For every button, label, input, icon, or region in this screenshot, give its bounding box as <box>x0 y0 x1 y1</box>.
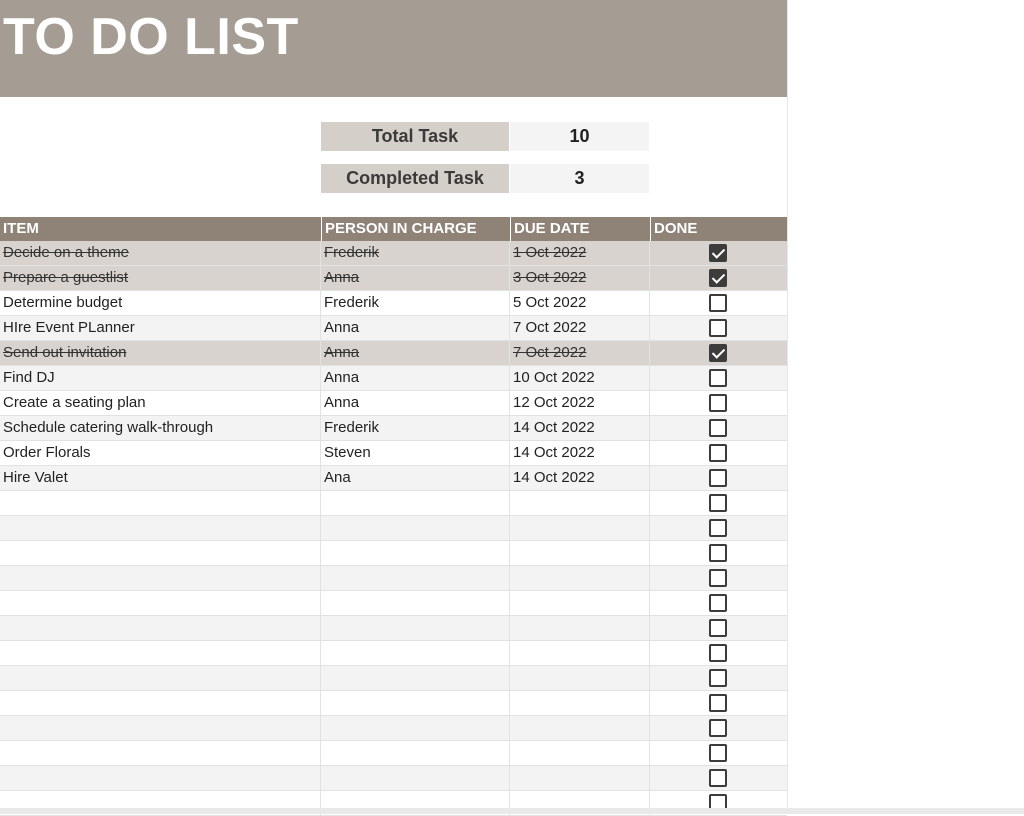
due-date-cell[interactable] <box>510 641 650 665</box>
item-cell[interactable]: Hire Valet <box>0 466 321 490</box>
table-row <box>0 241 787 266</box>
done-checkbox[interactable] <box>709 369 727 387</box>
done-checkbox[interactable] <box>709 419 727 437</box>
bottom-scrollbar[interactable] <box>0 808 1024 814</box>
due-date-cell[interactable] <box>510 741 650 765</box>
item-cell[interactable] <box>0 616 321 640</box>
due-date-cell[interactable]: 14 Oct 2022 <box>510 466 650 490</box>
item-cell[interactable]: Create a seating plan <box>0 391 321 415</box>
item-cell[interactable] <box>0 766 321 790</box>
item-cell[interactable]: Send out invitation <box>0 341 321 365</box>
person-cell[interactable] <box>321 566 510 590</box>
table-row <box>0 266 787 291</box>
due-date-cell[interactable]: 7 Oct 2022 <box>510 341 650 365</box>
item-cell[interactable] <box>0 516 321 540</box>
person-cell[interactable] <box>321 616 510 640</box>
due-date-cell[interactable]: 10 Oct 2022 <box>510 366 650 390</box>
person-cell[interactable]: Steven <box>321 441 510 465</box>
item-cell[interactable] <box>0 491 321 515</box>
table-row <box>0 466 787 491</box>
column-header-done: DONE <box>650 217 787 241</box>
person-cell[interactable] <box>321 691 510 715</box>
table-row <box>0 716 787 741</box>
done-checkbox[interactable] <box>709 694 727 712</box>
due-date-cell[interactable] <box>510 491 650 515</box>
due-date-cell[interactable] <box>510 516 650 540</box>
person-cell[interactable] <box>321 641 510 665</box>
table-row <box>0 691 787 716</box>
done-checkbox[interactable] <box>709 469 727 487</box>
person-cell[interactable]: Anna <box>321 341 510 365</box>
table-row <box>0 316 787 341</box>
person-cell[interactable] <box>321 591 510 615</box>
table-row <box>0 391 787 416</box>
person-cell[interactable]: Anna <box>321 391 510 415</box>
page-title: TO DO LIST <box>3 8 299 66</box>
due-date-cell[interactable] <box>510 691 650 715</box>
table-header <box>0 217 787 241</box>
todo-table <box>0 217 787 816</box>
completed-task-value[interactable]: 3 <box>510 164 649 193</box>
column-header-person: PERSON IN CHARGE <box>321 217 510 241</box>
table-row <box>0 366 787 391</box>
due-date-cell[interactable] <box>510 591 650 615</box>
person-cell[interactable] <box>321 716 510 740</box>
item-cell[interactable] <box>0 641 321 665</box>
table-row <box>0 291 787 316</box>
done-checkbox[interactable] <box>709 569 727 587</box>
column-header-due-date: DUE DATE <box>510 217 650 241</box>
due-date-cell[interactable] <box>510 566 650 590</box>
total-task-label: Total Task <box>321 122 509 151</box>
title-banner <box>0 0 787 97</box>
item-cell[interactable] <box>0 741 321 765</box>
table-row <box>0 666 787 691</box>
person-cell[interactable]: Anna <box>321 366 510 390</box>
table-row <box>0 766 787 791</box>
table-row <box>0 441 787 466</box>
total-task-value[interactable]: 10 <box>510 122 649 151</box>
done-checkbox[interactable] <box>709 594 727 612</box>
done-checkbox[interactable] <box>709 319 727 337</box>
due-date-cell[interactable]: 7 Oct 2022 <box>510 316 650 340</box>
due-date-cell[interactable] <box>510 541 650 565</box>
done-checkbox[interactable] <box>709 519 727 537</box>
item-cell[interactable] <box>0 716 321 740</box>
completed-task-label: Completed Task <box>321 164 509 193</box>
person-cell[interactable] <box>321 741 510 765</box>
item-cell[interactable] <box>0 591 321 615</box>
column-header-item: ITEM <box>3 220 39 237</box>
item-cell[interactable] <box>0 566 321 590</box>
item-cell[interactable] <box>0 666 321 690</box>
due-date-cell[interactable]: 12 Oct 2022 <box>510 391 650 415</box>
person-cell[interactable] <box>321 766 510 790</box>
due-date-cell[interactable]: 14 Oct 2022 <box>510 416 650 440</box>
table-row <box>0 491 787 516</box>
item-cell[interactable]: Decide on a theme <box>0 241 321 265</box>
table-row <box>0 641 787 666</box>
person-cell[interactable]: Frederik <box>321 241 510 265</box>
done-checkbox[interactable] <box>709 619 727 637</box>
done-checkbox[interactable] <box>709 294 727 312</box>
table-row <box>0 591 787 616</box>
person-cell[interactable]: Frederik <box>321 416 510 440</box>
table-row <box>0 516 787 541</box>
due-date-cell[interactable] <box>510 766 650 790</box>
person-cell[interactable]: Ana <box>321 466 510 490</box>
table-row <box>0 616 787 641</box>
item-cell[interactable] <box>0 541 321 565</box>
due-date-cell[interactable]: 1 Oct 2022 <box>510 241 650 265</box>
done-checkbox[interactable] <box>709 669 727 687</box>
done-checkbox[interactable] <box>709 494 727 512</box>
person-cell[interactable]: Anna <box>321 266 510 290</box>
item-cell[interactable]: Find DJ <box>0 366 321 390</box>
done-checkbox[interactable] <box>709 719 727 737</box>
table-row <box>0 566 787 591</box>
table-body <box>0 241 787 816</box>
done-checkbox[interactable] <box>709 344 727 362</box>
person-cell[interactable]: Anna <box>321 316 510 340</box>
person-cell[interactable] <box>321 541 510 565</box>
item-cell[interactable]: Schedule catering walk-through <box>0 416 321 440</box>
item-cell[interactable]: Determine budget <box>0 291 321 315</box>
done-checkbox[interactable] <box>709 644 727 662</box>
item-cell[interactable]: Order Florals <box>0 441 321 465</box>
due-date-cell[interactable] <box>510 716 650 740</box>
due-date-cell[interactable]: 5 Oct 2022 <box>510 291 650 315</box>
table-row <box>0 741 787 766</box>
done-checkbox[interactable] <box>709 744 727 762</box>
due-date-cell[interactable]: 3 Oct 2022 <box>510 266 650 290</box>
sheet-edge <box>787 0 788 808</box>
due-date-cell[interactable] <box>510 616 650 640</box>
item-cell[interactable] <box>0 691 321 715</box>
table-row <box>0 541 787 566</box>
person-cell[interactable]: Frederik <box>321 291 510 315</box>
person-cell[interactable] <box>321 491 510 515</box>
done-checkbox[interactable] <box>709 544 727 562</box>
person-cell[interactable] <box>321 516 510 540</box>
table-row <box>0 341 787 366</box>
done-checkbox[interactable] <box>709 769 727 787</box>
done-checkbox[interactable] <box>709 444 727 462</box>
due-date-cell[interactable]: 14 Oct 2022 <box>510 441 650 465</box>
done-checkbox[interactable] <box>709 394 727 412</box>
item-cell[interactable]: Prepare a guestlist <box>0 266 321 290</box>
table-row <box>0 416 787 441</box>
done-checkbox[interactable] <box>709 269 727 287</box>
done-checkbox[interactable] <box>709 244 727 262</box>
due-date-cell[interactable] <box>510 666 650 690</box>
person-cell[interactable] <box>321 666 510 690</box>
item-cell[interactable]: HIre Event PLanner <box>0 316 321 340</box>
